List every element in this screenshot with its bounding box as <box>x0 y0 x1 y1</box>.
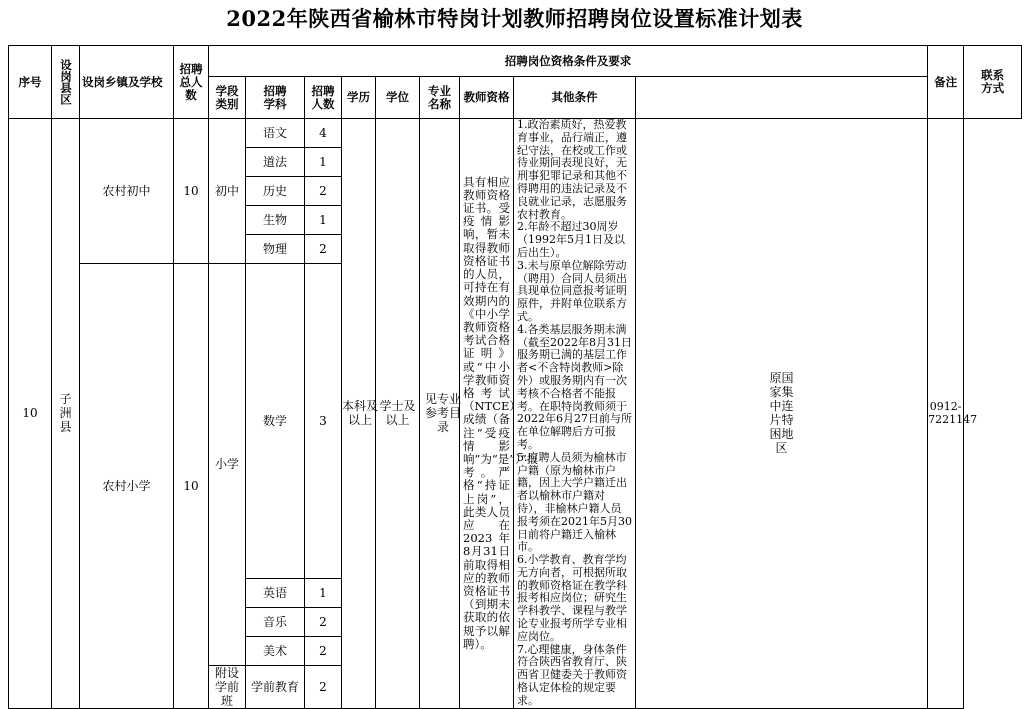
cell-count: 3 <box>305 264 342 579</box>
cell-subject: 历史 <box>246 177 305 206</box>
cell-school-junior: 农村初中 <box>80 119 174 264</box>
header-major: 专业名称 <box>420 77 460 119</box>
cell-school-primary: 农村小学 <box>80 264 174 709</box>
condition-4: 4.各类基层服务期未满（截至2022年8月31日服务期已满的基层工作者<不含特岗教师>除外）或服务期内有一次考核不合格者不能报考。在职特岗教师须于2022年6月27日前与所在单位解聘后方可报考。 <box>517 322 632 451</box>
condition-2: 2.年龄不超过30周岁（1992年5月1日及以后出生）。 <box>517 220 625 259</box>
cell-subject: 道法 <box>246 148 305 177</box>
cell-county: 子洲县 <box>52 119 80 709</box>
cell-edu: 本科及以上 <box>342 119 376 709</box>
cell-count: 1 <box>305 578 342 607</box>
cell-cert: 具有相应教师资格证书。受疫情影响，暂未取得教师资格证书的人员，可持在有效期内的《中小学教师资格考试合格证明》或“中小学教师资格考试（NTCE）成绩（备注“受疫情影响”为“是”）”报考。严格“持证上岗”，此类人员应在2023年8月31日前取得相应的教师资格证书（到期未获取的依规予以解聘）。 <box>460 119 514 709</box>
cell-total-primary: 10 <box>174 264 209 709</box>
cell-count: 4 <box>305 119 342 148</box>
condition-7: 7.心理健康，身体条件符合陕西省教育厅、陕西省卫健委关于教师资格认定体检的规定要求。 <box>517 642 627 707</box>
header-cert: 教师资格 <box>460 77 514 119</box>
header-school: 设岗乡镇及学校 <box>80 46 174 119</box>
header-total: 招聘总人数 <box>174 46 209 119</box>
condition-6: 6.小学教育、教育学均无方向者，可根据所取的教师资格证在教学科报考相应岗位；研究生学科教学、课程与教学论专业报考所学专业相应岗位。 <box>517 553 627 643</box>
cell-subject: 语文 <box>246 119 305 148</box>
cell-count: 2 <box>305 235 342 264</box>
recruitment-table <box>8 45 1022 709</box>
cell-count: 1 <box>305 148 342 177</box>
header-remark: 备注 <box>928 46 964 119</box>
condition-3: 3.未与原单位解除劳动（聘用）合同人员须出具现单位同意报考证明原件，并附单位联系方式。 <box>517 258 627 323</box>
header-edu: 学历 <box>342 77 376 119</box>
cell-subject: 数学 <box>246 264 305 579</box>
cell-remark: 原国家集中连片特困地区 <box>636 119 928 709</box>
header-seq: 序号 <box>9 46 52 119</box>
header-contact: 联系方式 <box>964 46 1022 119</box>
cell-seq: 10 <box>9 119 52 709</box>
cell-stage-preschool: 附设学前班 <box>209 665 246 708</box>
cell-subject: 生物 <box>246 206 305 235</box>
cell-other <box>514 119 636 709</box>
cell-stage-primary: 小学 <box>209 264 246 666</box>
cell-subject: 音乐 <box>246 607 305 636</box>
cell-count: 2 <box>305 177 342 206</box>
header-subject: 招聘学科 <box>246 77 305 119</box>
cell-count: 2 <box>305 636 342 665</box>
header-county: 设岗县区 <box>52 46 80 119</box>
page-title: 2022年陕西省榆林市特岗计划教师招聘岗位设置标准计划表 <box>226 6 803 31</box>
header-group: 招聘岗位资格条件及要求 <box>209 46 928 77</box>
condition-1: 1.政治素质好，热爱教育事业，品行端正，遵纪守法，在校或工作或待业期间表现良好，无刑事犯罪记录和其他不得聘用的违法记录及不良就业记录，志愿服务农村教育。 <box>517 118 627 221</box>
cell-count: 2 <box>305 665 342 708</box>
cell-total-junior: 10 <box>174 119 209 264</box>
header-stage: 学段类别 <box>209 77 246 119</box>
header-other: 其他条件 <box>514 77 636 119</box>
condition-5: 5.应聘人员须为榆林市户籍（原为榆林市户籍，因上大学户籍迁出者以榆林市户籍对待），非榆林户籍人员报考须在2021年5月30日前将户籍迁入榆林市。 <box>517 450 632 554</box>
header-degree: 学位 <box>376 77 420 119</box>
cell-subject: 物理 <box>246 235 305 264</box>
cell-subject: 英语 <box>246 578 305 607</box>
cell-contact: 0912-7221147 <box>928 119 964 709</box>
cell-stage-junior: 初中 <box>209 119 246 264</box>
cell-degree: 学士及以上 <box>376 119 420 709</box>
cell-major: 见专业参考目录 <box>420 119 460 709</box>
cell-count: 1 <box>305 206 342 235</box>
cell-count: 2 <box>305 607 342 636</box>
header-count: 招聘人数 <box>305 77 342 119</box>
cell-subject: 美术 <box>246 636 305 665</box>
cell-subject: 学前教育 <box>246 665 305 708</box>
